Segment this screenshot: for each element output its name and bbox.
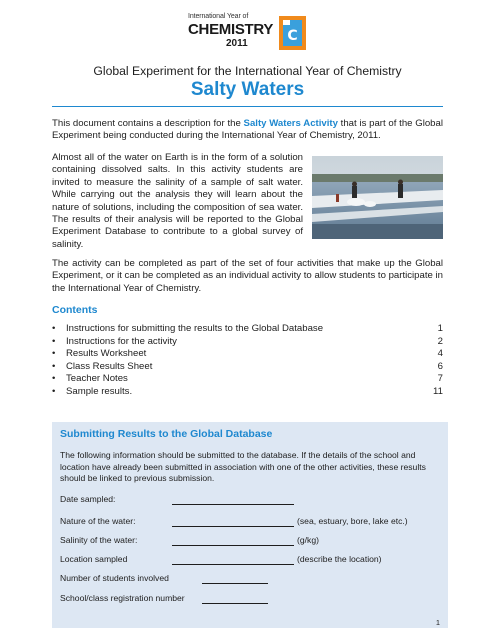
list-item: [52, 373, 443, 386]
field-label: Number of students involved: [60, 573, 169, 583]
contents-item-label: Instructions for submitting the results to the Global Database: [66, 323, 324, 334]
intro-paragraph: [52, 118, 443, 143]
intro-activity-name: Salty Waters Activity: [243, 118, 338, 129]
bullet-icon: •: [52, 348, 56, 359]
iyc-logo: [188, 13, 310, 53]
submission-box: [52, 422, 448, 628]
number-of-students-blank[interactable]: [202, 583, 268, 584]
bullet-icon: •: [52, 360, 56, 372]
contents-item-label: Class Results Sheet: [66, 360, 153, 372]
list-item: [52, 348, 443, 361]
registration-number-blank[interactable]: [202, 603, 268, 604]
bullet-icon: •: [52, 385, 56, 397]
salinity-blank[interactable]: [172, 545, 294, 546]
svg-text:C: C: [287, 28, 298, 44]
contents-item-page: 7: [437, 373, 443, 384]
contents-item-label: Sample results.: [66, 385, 133, 397]
submission-heading: Submitting Results to the Global Database: [60, 428, 273, 440]
contents-item-page: 6: [437, 360, 443, 372]
salt-evaporation-photo: [312, 156, 443, 239]
contents-list: [52, 323, 443, 398]
contents-heading: Contents: [52, 304, 98, 316]
contents-item-page: 4: [437, 348, 443, 359]
contents-item-label: Results Worksheet: [66, 348, 147, 359]
list-item: [52, 323, 443, 336]
document-subtitle: Global Experiment for the International Year of Chemistry: [93, 64, 402, 78]
bullet-icon: •: [52, 323, 56, 334]
participation-paragraph: The activity can be completed as part of the set of four activities that make up the Global Experiment, or it can be completed as an individual activity to allow students to participate in the International Year of Chemistry.: [52, 258, 443, 294]
description-paragraph: Almost all of the water on Earth is in the form of a solution containing dissolved salts. In this activity students are invited to measure the salinity of a sample of salt water. While carrying out the analysis they will learn about the nature of solutions, including the composition of sea water. The results of their analysis will be reported to the Global Experiment Database to contribute to a global survey of salinity.: [52, 152, 303, 250]
contents-item-page: 2: [437, 335, 443, 347]
field-label: Salinity of the water:: [60, 535, 138, 545]
bullet-icon: •: [52, 335, 56, 347]
date-sampled-blank[interactable]: [172, 504, 294, 505]
document-title: Salty Waters: [190, 79, 305, 100]
contents-item-label: Teacher Notes: [66, 373, 128, 384]
contents-item-page: 11: [433, 385, 443, 397]
logo-line1: International Year of: [188, 13, 249, 20]
list-item: [52, 336, 443, 349]
logo-line3: 2011: [226, 38, 248, 49]
nature-of-water-blank[interactable]: [172, 526, 294, 527]
field-label: Nature of the water:: [60, 516, 136, 526]
field-label: School/class registration number: [60, 593, 185, 603]
title-divider: [52, 106, 443, 107]
submission-instructions: The following information should be submitted to the database. If the details of the school and location have already been submitted in association with one of the other activities, these results should be linked to previous submission.: [60, 450, 426, 484]
list-item: [52, 361, 443, 374]
contents-item-label: Instructions for the activity: [66, 335, 177, 347]
field-label: Date sampled:: [60, 494, 116, 504]
logo-line2: CHEMISTRY: [188, 21, 274, 38]
iyc-logo-mark-icon: [279, 16, 306, 50]
bullet-icon: •: [52, 373, 56, 384]
field-hint: (describe the location): [297, 554, 382, 564]
list-item: [52, 386, 443, 399]
page-number: 1: [435, 618, 440, 627]
contents-item-page: 1: [437, 323, 443, 334]
field-hint: (g/kg): [297, 535, 319, 545]
intro-text-after: that is part of the Global Experiment being conducted during the International Year of Chemistry, 2011.: [52, 118, 443, 142]
field-hint: (sea, estuary, bore, lake etc.): [297, 516, 408, 526]
location-sampled-blank[interactable]: [172, 564, 294, 565]
intro-text-before: This document contains a description for the: [52, 118, 244, 129]
field-label: Location sampled: [60, 554, 128, 564]
